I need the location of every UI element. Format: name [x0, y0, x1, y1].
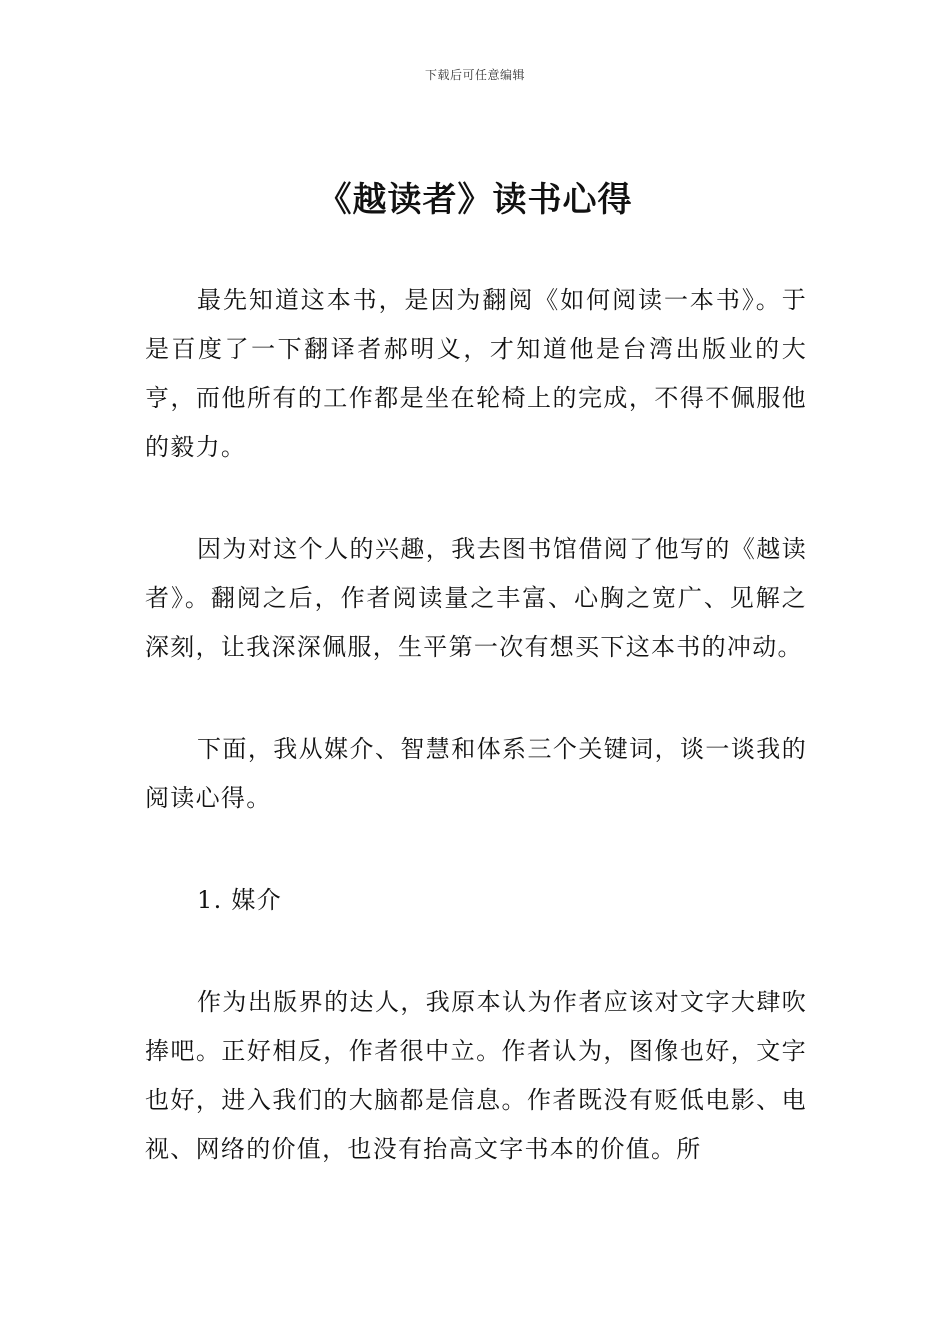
- paragraph-media: 作为出版界的达人，我原本认为作者应该对文字大肆吹捧吧。正好相反，作者很中立。作者认为，图像也好，文字也好，进入我们的大脑都是信息。作者既没有贬低电影、电视、网络的价值，也没有抬高文字书本的价值。所: [145, 988, 807, 1163]
- paragraph-intro: 最先知道这本书，是因为翻阅《如何阅读一本书》。于是百度了一下翻译者郝明义，才知道他是台湾出版业的大亨，而他所有的工作都是坐在轮椅上的完成，不得不佩服他的毅力。: [145, 286, 807, 461]
- header-note: 下载后可任意编辑: [424, 68, 525, 82]
- document-body: [145, 276, 807, 1174]
- section-heading-media: 1. 媒介: [197, 886, 283, 914]
- paragraph-keywords: 下面，我从媒介、智慧和体系三个关键词，谈一谈我的阅读心得。: [145, 735, 807, 812]
- document-title: 《越读者》读书心得: [317, 180, 633, 220]
- paragraph-interest: 因为对这个人的兴趣，我去图书馆借阅了他写的《越读者》。翻阅之后，作者阅读量之丰富、心胸之宽广、见解之深刻，让我深深佩服，生平第一次有想买下这本书的冲动。: [145, 535, 807, 661]
